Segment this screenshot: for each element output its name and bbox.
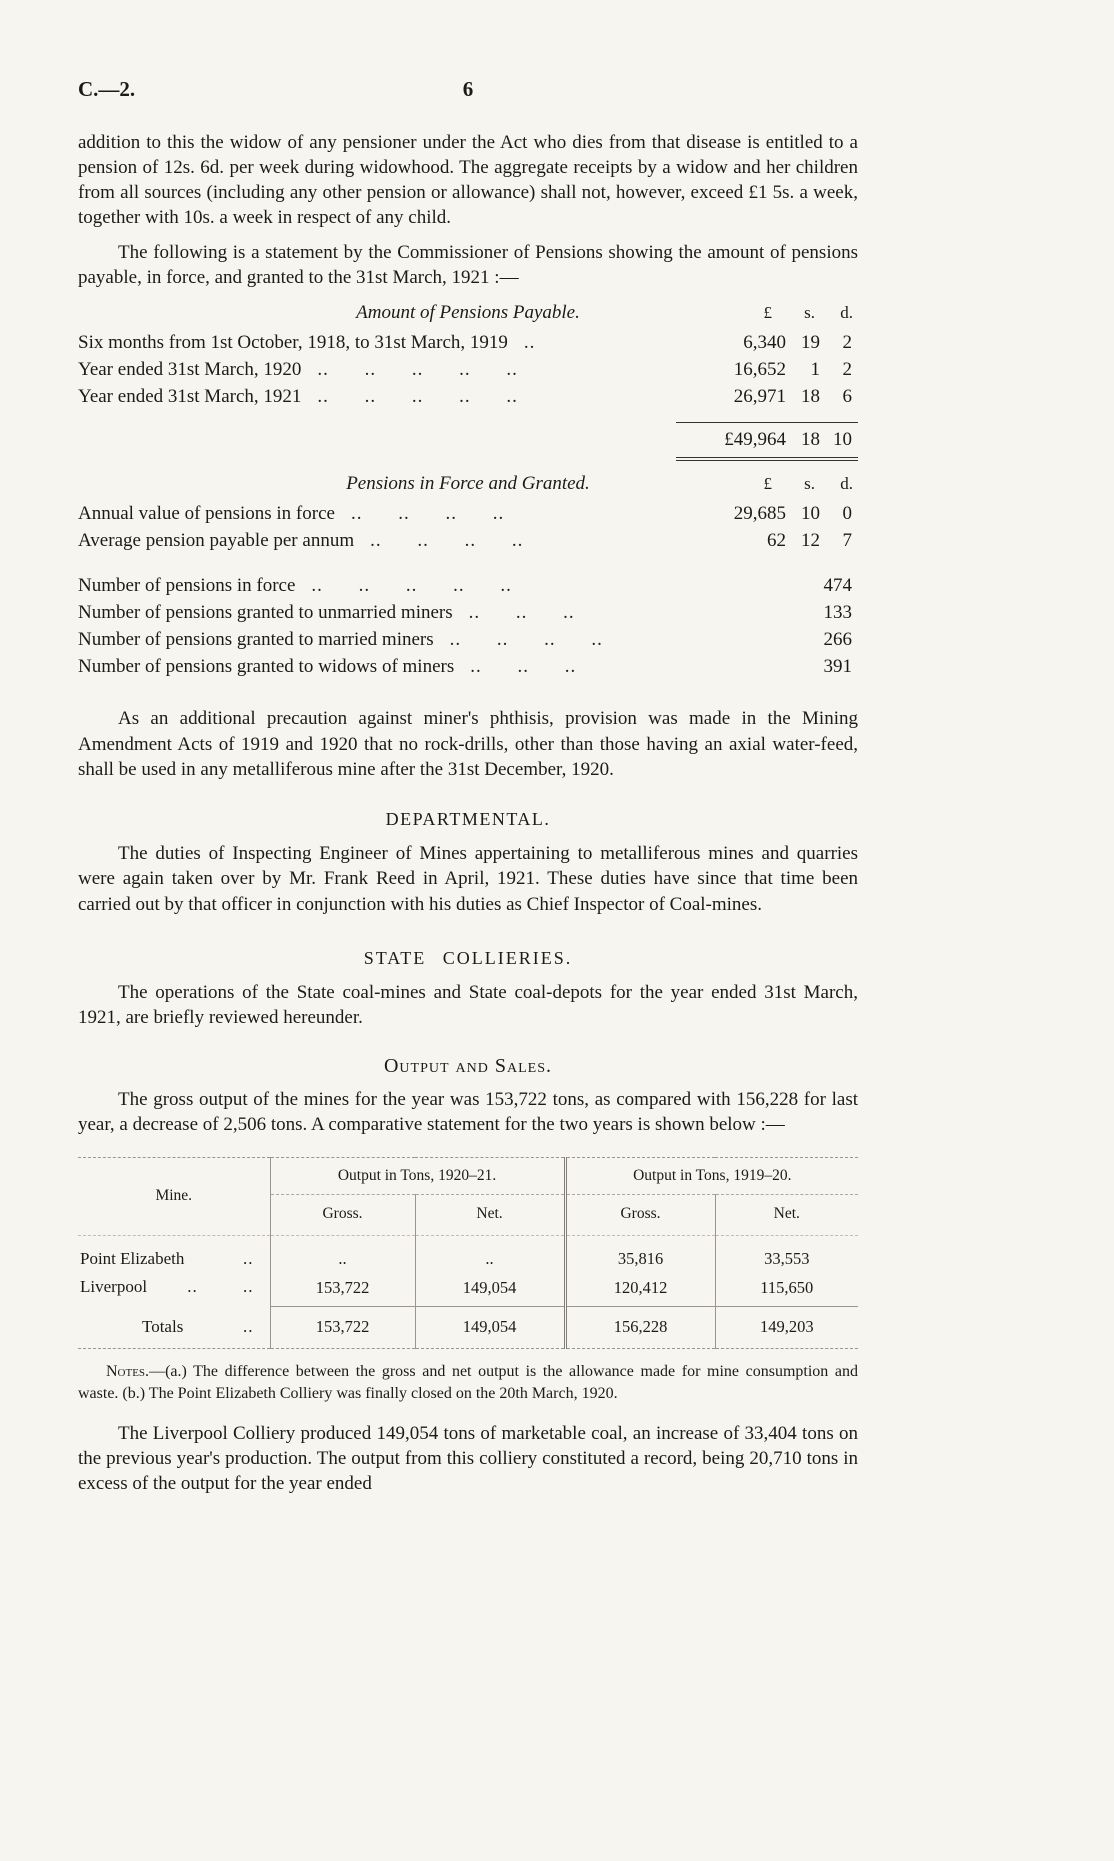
pence-value: 7 — [842, 530, 852, 552]
pounds-header: £ — [763, 303, 772, 323]
pence-value: 2 — [842, 359, 852, 381]
total-pounds: £49,964 — [724, 429, 786, 451]
dot-leader: .. .. .. — [470, 656, 577, 678]
dot-leader: .. .. .. — [468, 602, 575, 624]
state-collieries-paragraph: The operations of the State coal-mines and State coal-depots for the year ended 31st March, 1921, are briefly reviewed hereunder. — [78, 982, 858, 1029]
in-force-heading — [78, 471, 858, 496]
shillings-header: s. — [804, 303, 815, 323]
count-row — [78, 653, 858, 680]
count-row — [78, 572, 858, 599]
group-header-1920-21: Output in Tons, 1920–21. — [270, 1158, 565, 1194]
dot-leader: .. .. — [187, 1277, 254, 1297]
row-label: Year ended 31st March, 1920 — [78, 359, 302, 381]
pounds-value: 6,340 — [743, 332, 786, 354]
pensions-in-force-section — [78, 471, 858, 680]
pension-row — [78, 329, 858, 356]
group-header-1919-20: Output in Tons, 1919–20. — [565, 1158, 858, 1194]
row-label: Number of pensions in force — [78, 575, 296, 597]
count-row — [78, 599, 858, 626]
pence-header: d. — [840, 474, 853, 494]
row-label: Average pension payable per annum — [78, 530, 355, 552]
page-number: 6 — [462, 77, 474, 101]
pounds-header: £ — [763, 474, 772, 494]
dot-leader: .. — [243, 1316, 254, 1336]
gross-header-1920: Gross. — [270, 1194, 415, 1235]
net-1919-cell: 33,553 — [715, 1236, 858, 1274]
pension-counts — [78, 572, 858, 680]
output-paragraph: The gross output of the mines for the year was 153,722 tons, as compared with 156,228 for last year, a decrease of 2,506 tons. A comparative statement for the two years is shown below :— — [78, 1088, 858, 1136]
heading-text: Pensions in Force and Granted. — [346, 473, 590, 495]
amount-payable-heading — [78, 300, 858, 325]
row-label: Annual value of pensions in force — [78, 503, 335, 525]
table-row-point-elizabeth — [78, 1236, 858, 1274]
pension-row — [78, 500, 858, 527]
table-row-totals — [78, 1307, 858, 1349]
notes-label: Notes. — [106, 1363, 150, 1381]
shillings-value: 10 — [801, 503, 820, 525]
table-header-row — [78, 1158, 858, 1194]
net-1919-total: 149,203 — [715, 1307, 858, 1349]
net-1920-cell: .. — [415, 1236, 565, 1274]
pence-value: 6 — [842, 386, 852, 408]
row-label: Six months from 1st October, 1918, to 31st March, 1919 — [78, 332, 508, 354]
dot-leader: .. .. .. .. — [449, 629, 603, 651]
pence-value: 2 — [842, 332, 852, 354]
mine-cell — [78, 1273, 270, 1306]
mine-name: Liverpool — [80, 1277, 148, 1297]
count-value: 266 — [823, 629, 852, 651]
shillings-value: 12 — [801, 530, 820, 552]
shillings-value: 1 — [810, 359, 820, 381]
pension-row — [78, 527, 858, 554]
currency-column-headers — [691, 473, 858, 495]
pounds-value: 26,971 — [733, 386, 786, 408]
pence-value: 0 — [842, 503, 852, 525]
dot-leader: .. .. .. .. .. — [311, 575, 512, 597]
output-comparison-table — [78, 1157, 858, 1349]
state-collieries-heading: STATE COLLIERIES. — [363, 947, 573, 968]
dot-leader: .. .. .. .. .. — [317, 359, 518, 381]
gross-1919-cell: 120,412 — [565, 1273, 715, 1306]
amount-payable-total — [676, 422, 858, 461]
row-label: Number of pensions granted to married miners — [78, 629, 434, 651]
gross-1919-total: 156,228 — [565, 1307, 715, 1349]
dot-leader: .. .. .. .. .. — [317, 386, 518, 408]
amount-payable-section — [78, 300, 858, 461]
output-and-sales-heading: Output and Sales. — [383, 1054, 552, 1077]
phthisis-paragraph: As an additional precaution against miner's phthisis, provision was made in the Mining Amendment Acts of 1919 and 1920 that no rock-drills, other than those having an axial water-feed, shall be used in any metalliferous mine after the 31st December, 1920. — [78, 708, 858, 780]
totals-label: Totals — [142, 1316, 184, 1336]
dot-leader: .. .. .. .. — [370, 530, 524, 552]
shillings-value: 19 — [801, 332, 820, 354]
total-pence: 10 — [833, 429, 852, 451]
notes-text: —(a.) The difference between the gross and net output is the allowance made for mine consumption and waste. (b.) The Point Elizabeth Colliery was finally closed on the 20th March, 1920. — [78, 1363, 858, 1402]
count-row — [78, 626, 858, 653]
gross-1920-total: 153,722 — [270, 1307, 415, 1349]
mine-column-header: Mine. — [78, 1158, 270, 1236]
heading-text: Amount of Pensions Payable. — [356, 302, 580, 324]
dot-leader: .. — [243, 1249, 254, 1268]
final-paragraph: The Liverpool Colliery produced 149,054 tons of marketable coal, an increase of 33,404 tons on the previous year's production. The output from this colliery constituted a record, being 20,710 tons in excess of the output for the year ended — [78, 1422, 858, 1494]
pence-header: d. — [840, 303, 853, 323]
page-header — [78, 76, 858, 104]
net-header-1919: Net. — [715, 1194, 858, 1235]
dot-leader: .. — [523, 332, 536, 354]
departmental-paragraph: The duties of Inspecting Engineer of Mines appertaining to metalliferous mines and quarries were again taken over by Mr. Frank Reed in April, 1921. These duties have since that time been carried out by that officer in conjunction with his duties as Chief Inspector of Coal-mines. — [78, 843, 858, 915]
document-reference: C.—2. — [78, 77, 136, 101]
net-1920-cell: 149,054 — [415, 1273, 565, 1306]
count-value: 474 — [823, 575, 852, 597]
row-label: Year ended 31st March, 1921 — [78, 386, 302, 408]
count-value: 133 — [823, 602, 852, 624]
gross-1920-cell: .. — [270, 1236, 415, 1274]
intro-paragraph-2: The following is a statement by the Commissioner of Pensions showing the amount of pensions payable, in force, and granted to the 31st March, 1921 :— — [78, 242, 858, 289]
currency-column-headers — [691, 302, 858, 324]
pension-row — [78, 383, 858, 410]
row-label: Number of pensions granted to unmarried miners — [78, 602, 453, 624]
mine-cell — [78, 1236, 270, 1274]
double-rule — [676, 457, 858, 461]
shillings-header: s. — [804, 474, 815, 494]
net-header-1920: Net. — [415, 1194, 565, 1235]
gross-1919-cell: 35,816 — [565, 1236, 715, 1274]
net-1919-cell: 115,650 — [715, 1273, 858, 1306]
intro-paragraph-1: addition to this the widow of any pensioner under the Act who dies from that disease is entitled to a pension of 12s. 6d. per week during widowhood. The aggregate receipts by a widow and her children from all sources (including any other pension or allowance) shall not, however, exceed £1 5s. a week, together with 10s. a week in respect of any child. — [78, 131, 858, 228]
table-notes — [78, 1361, 858, 1404]
mine-name: Point Elizabeth — [80, 1249, 185, 1268]
pounds-value: 16,652 — [733, 359, 786, 381]
gross-1920-cell: 153,722 — [270, 1273, 415, 1306]
pension-row — [78, 356, 858, 383]
shillings-value: 18 — [801, 386, 820, 408]
total-row — [676, 423, 858, 457]
departmental-heading: DEPARTMENTAL. — [385, 808, 551, 829]
pounds-value: 29,685 — [733, 503, 786, 525]
dot-leader: .. .. .. .. — [350, 503, 505, 525]
pounds-value: 62 — [767, 530, 786, 552]
table-row-liverpool — [78, 1273, 858, 1306]
net-1920-total: 149,054 — [415, 1307, 565, 1349]
total-shillings: 18 — [801, 429, 820, 451]
totals-cell — [78, 1307, 270, 1349]
count-value: 391 — [823, 656, 852, 678]
row-label: Number of pensions granted to widows of miners — [78, 656, 455, 678]
gross-header-1919: Gross. — [565, 1194, 715, 1235]
